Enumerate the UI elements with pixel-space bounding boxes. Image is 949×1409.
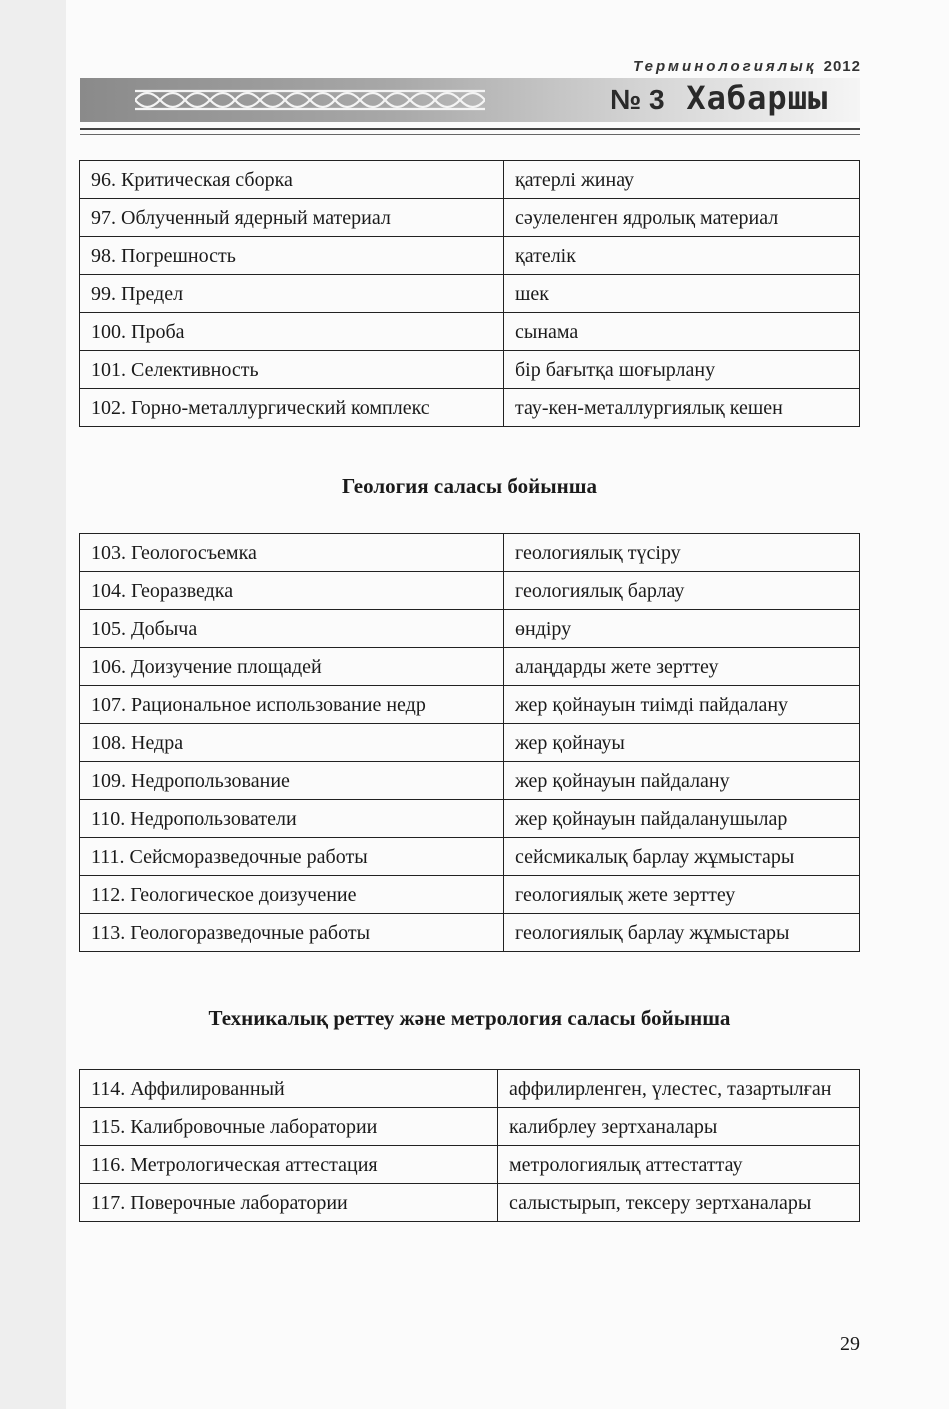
term-kz: метрологиялық аттестаттау <box>498 1146 860 1184</box>
term-kz: жер қойнауын пайдалану <box>504 762 860 800</box>
table-row <box>80 800 860 838</box>
term-kz: қателік <box>504 237 860 275</box>
term-kz: аффилирленген, үлестес, тазартылған <box>498 1070 860 1108</box>
table-row <box>80 199 860 237</box>
term-kz: салыстырып, тексеру зертханалары <box>498 1184 860 1222</box>
term-ru: 112. Геологическое доизучение <box>80 876 504 914</box>
term-ru: 103. Геологосъемка <box>80 534 504 572</box>
term-kz: сейсмикалық барлау жұмыстары <box>504 838 860 876</box>
table-row <box>80 686 860 724</box>
term-kz: бір бағытқа шоғырлану <box>504 351 860 389</box>
term-ru: 101. Селективность <box>80 351 504 389</box>
table-row <box>80 1146 860 1184</box>
table-row <box>80 1070 860 1108</box>
journal-masthead <box>610 79 828 117</box>
term-ru: 96. Критическая сборка <box>80 161 504 199</box>
table-row <box>80 648 860 686</box>
term-ru: 116. Метрологическая аттестация <box>80 1146 498 1184</box>
term-ru: 109. Недропользование <box>80 762 504 800</box>
table-row <box>80 1108 860 1146</box>
table-row <box>80 237 860 275</box>
table-row <box>80 313 860 351</box>
term-kz: сынама <box>504 313 860 351</box>
term-ru: 107. Рациональное использование недр <box>80 686 504 724</box>
term-ru: 115. Калибровочные лаборатории <box>80 1108 498 1146</box>
term-ru: 104. Геоpазведка <box>80 572 504 610</box>
term-ru: 105. Добыча <box>80 610 504 648</box>
journal-subtitle: Терминологиялық 2012 <box>633 58 861 75</box>
table-row <box>80 351 860 389</box>
term-kz: жер қойнауын пайдаланушылар <box>504 800 860 838</box>
term-kz: геологиялық барлау жұмыстары <box>504 914 860 952</box>
table-row <box>80 534 860 572</box>
table-row <box>80 762 860 800</box>
journal-name: Хабаршы <box>686 79 829 117</box>
term-kz: алаңдарды жете зерттеу <box>504 648 860 686</box>
table-row <box>80 389 860 427</box>
term-table-geology <box>79 533 860 952</box>
term-kz: өндіру <box>504 610 860 648</box>
table-row <box>80 876 860 914</box>
table-row <box>80 610 860 648</box>
header-rule <box>80 128 860 135</box>
term-ru: 114. Аффилированный <box>80 1070 498 1108</box>
term-kz: сәулеленген ядролық материал <box>504 199 860 237</box>
page-edge-shadow <box>0 0 66 1409</box>
term-kz: қатерлі жинау <box>504 161 860 199</box>
term-kz: геологиялық түсіру <box>504 534 860 572</box>
term-ru: 110. Недропользователи <box>80 800 504 838</box>
term-ru: 97. Облученный ядерный материал <box>80 199 504 237</box>
term-kz: жер қойнауын тиімді пайдалану <box>504 686 860 724</box>
table-row <box>80 572 860 610</box>
term-ru: 100. Проба <box>80 313 504 351</box>
term-ru: 117. Поверочные лаборатории <box>80 1184 498 1222</box>
term-kz: геологиялық жете зерттеу <box>504 876 860 914</box>
term-ru: 108. Недра <box>80 724 504 762</box>
term-ru: 98. Погрешность <box>80 237 504 275</box>
table-row <box>80 275 860 313</box>
section-title-geology: Геология саласы бойынша <box>342 474 597 498</box>
term-kz: жер қойнауы <box>504 724 860 762</box>
term-table-nuclear <box>79 160 860 427</box>
term-kz: калибрлеу зертханалары <box>498 1108 860 1146</box>
term-ru: 99. Предел <box>80 275 504 313</box>
term-kz: геологиялық барлау <box>504 572 860 610</box>
issue-number: № 3 <box>610 84 665 115</box>
table-row <box>80 838 860 876</box>
table-row <box>80 724 860 762</box>
term-ru: 102. Горно-металлургический комплекс <box>80 389 504 427</box>
term-kz: тау-кен-металлургиялық кешен <box>504 389 860 427</box>
journal-year: 2012 <box>823 58 861 75</box>
term-ru: 111. Сейсморазведочные работы <box>80 838 504 876</box>
table-row <box>80 914 860 952</box>
table-row <box>80 161 860 199</box>
term-ru: 106. Доизучение площадей <box>80 648 504 686</box>
term-kz: шек <box>504 275 860 313</box>
ornament-pattern <box>135 84 485 116</box>
term-ru: 113. Геологоразведочные работы <box>80 914 504 952</box>
section-title-metrology: Техникалық реттеу және метрология саласы бойынша <box>208 1006 731 1030</box>
page-number: 29 <box>840 1333 860 1355</box>
term-table-metrology <box>79 1069 860 1222</box>
table-row <box>80 1184 860 1222</box>
